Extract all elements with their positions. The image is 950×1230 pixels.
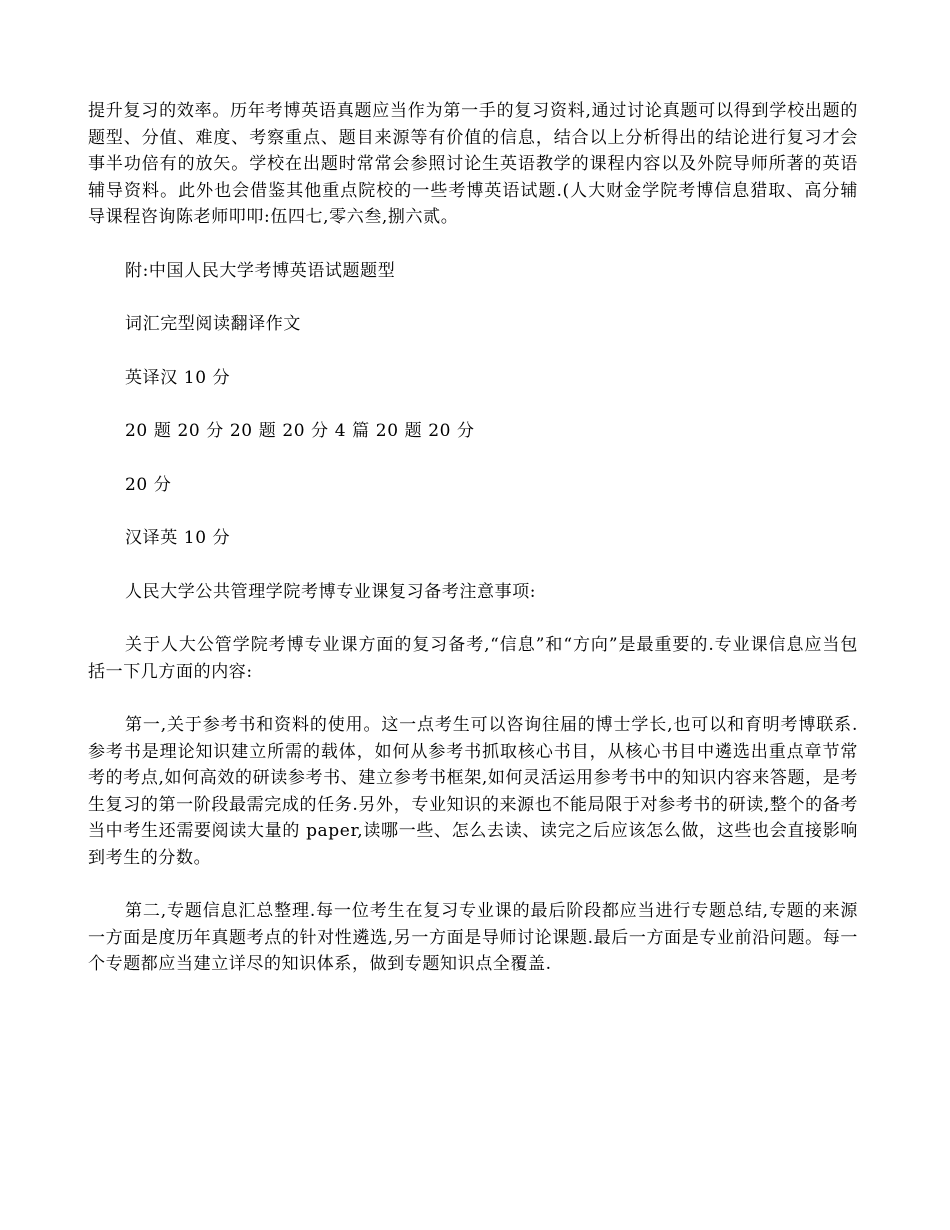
paragraph-cn-to-en-score: 汉译英 10 分 bbox=[125, 528, 231, 548]
paragraph-question-sections: 词汇完型阅读翻译作文 bbox=[125, 314, 301, 334]
paragraph-essay-score: 20 分 bbox=[125, 474, 172, 495]
paragraph-appendix-title: 附:中国人民大学考博英语试题题型 bbox=[125, 260, 396, 281]
paragraph-first-reference-books: 第一,关于参考书和资料的使用。这一点考生可以咨询往届的博士学长,也可以和育明考博联系.参考书是理论知识建立所需的载体，如何从参考书抓取核心书目，从核心书目中遴选出重点章节常考的考点,如何高效的研读参考书、建立参考书框架,如何灵活运用参考书中的知识内容来答题，是考生复习的第一阶段最需完成的任务.另外，专业知识的来源也不能局限于对参考书的研读,整个的备考当中考生还需要阅读大量的 paper,读哪一些、怎么去读、读完之后应该怎么做，这些也会直接影响到考生的分数。 bbox=[88, 715, 858, 868]
paragraph-en-to-cn-score: 英译汉 10 分 bbox=[125, 367, 231, 388]
paragraph-second-topic-summary: 第二,专题信息汇总整理.每一位考生在复习专业课的最后阶段都应当进行专题总结,专题的来源一方面是度历年真题考点的针对性遴选,另一方面是导师讨论课题.最后一方面是专业前沿问题。每一个专题都应当建立详尽的知识体系，做到专题知识点全覆盖. bbox=[88, 901, 858, 974]
paragraph-info-direction: 关于人大公管学院考博专业课方面的复习备考,“信息”和“方向”是最重要的.专业课信息应当包括一下几方面的内容: bbox=[88, 635, 858, 682]
paragraph-section-scores: 20 题 20 分 20 题 20 分 4 篇 20 题 20 分 bbox=[125, 421, 475, 441]
document-body bbox=[88, 98, 858, 978]
paragraph-exam-review-efficiency: 提升复习的效率。历年考博英语真题应当作为第一手的复习资料,通过讨论真题可以得到学校出题的题型、分值、难度、考察重点、题目来源等有价值的信息，结合以上分析得出的结论进行复习才会事半功倍有的放矢。学校在出题时常常会参照讨论生英语教学的课程内容以及外院导师所著的英语辅导资料。此外也会借鉴其他重点院校的一些考博英语试题.(人大财金学院考博信息猎取、高分辅导课程咨询陈老师叩叩:伍四七,零六叁,捌六贰。 bbox=[88, 101, 858, 227]
paragraph-public-admin-heading: 人民大学公共管理学院考博专业课复习备考注意事项: bbox=[125, 581, 537, 602]
